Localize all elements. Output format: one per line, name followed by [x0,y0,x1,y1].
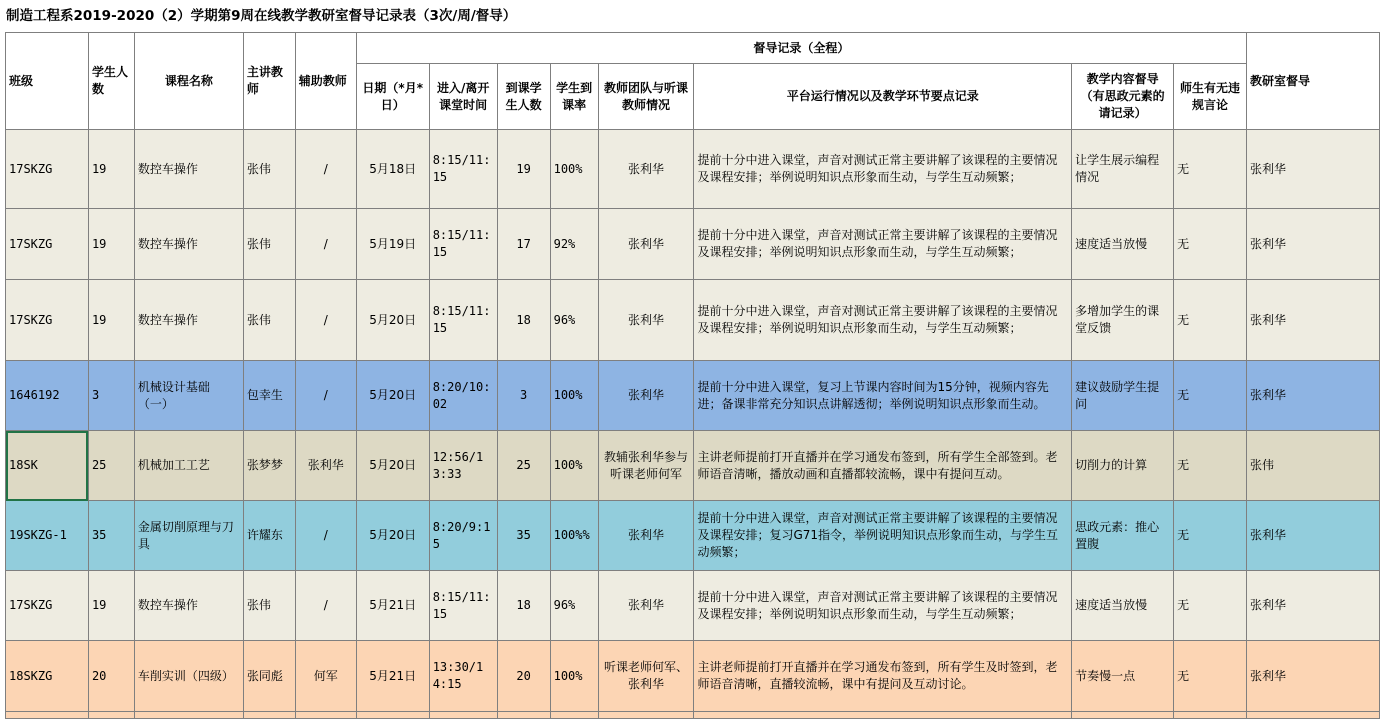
cell-empty[interactable] [497,712,550,719]
cell-record[interactable]: 主讲老师提前打开直播并在学习通发布签到，所有学生全部签到。老师语音清晰，播放动画和直播都较流畅，课中有提问互动。 [694,431,1072,501]
cell-class[interactable]: 19SKZG-1 [6,501,89,571]
cell-record[interactable]: 提前十分中进入课堂，声音对测试正常主要讲解了该课程的主要情况及课程安排；举例说明知识点形象而生动，与学生互动频繁； [694,130,1072,209]
cell-assistant[interactable]: 张利华 [295,431,356,501]
cell-students[interactable]: 3 [88,361,134,431]
cell-time[interactable]: 8:15/11:15 [429,209,497,280]
cell-course[interactable]: 机械加工工艺 [134,431,243,501]
cell-lecturer[interactable]: 包幸生 [243,361,295,431]
cell-class[interactable]: 17SKZG [6,571,89,641]
cell-content[interactable]: 速度适当放慢 [1072,209,1174,280]
table-row[interactable] [6,130,1380,209]
cell-supervisor[interactable]: 张利华 [1247,361,1380,431]
header-students[interactable]: 学生人数 [88,33,134,130]
cell-supervisor[interactable]: 张利华 [1247,641,1380,712]
cell-team[interactable]: 张利华 [598,501,694,571]
cell-class[interactable]: 18SK [6,431,89,501]
cell-assistant[interactable]: / [295,361,356,431]
header-platform[interactable]: 平台运行情况以及教学环节要点记录 [694,64,1072,130]
cell-assistant[interactable]: / [295,130,356,209]
cell-students[interactable]: 19 [88,571,134,641]
cell-class[interactable]: 17SKZG [6,280,89,361]
cell-record[interactable]: 提前十分中进入课堂，声音对测试正常主要讲解了该课程的主要情况及课程安排；举例说明知识点形象而生动，与学生互动频繁； [694,209,1072,280]
cell-supervisor[interactable]: 张利华 [1247,209,1380,280]
cell-team[interactable]: 教辅张利华参与听课老师何军 [598,431,694,501]
cell-assistant[interactable]: / [295,571,356,641]
cell-date[interactable]: 5月19日 [356,209,429,280]
cell-violation[interactable]: 无 [1174,209,1247,280]
cell-content[interactable]: 建议鼓励学生提问 [1072,361,1174,431]
cell-content[interactable]: 节奏慢一点 [1072,641,1174,712]
header-date[interactable]: 日期（*月*日） [356,64,429,130]
cell-lecturer[interactable]: 张梦梦 [243,431,295,501]
cell-lecturer[interactable]: 许耀东 [243,501,295,571]
table-row[interactable] [6,209,1380,280]
cell-empty[interactable] [6,712,89,719]
cell-course[interactable]: 数控车操作 [134,571,243,641]
header-enter-leave[interactable]: 进入/离开课堂时间 [429,64,497,130]
cell-students[interactable]: 35 [88,501,134,571]
cell-violation[interactable]: 无 [1174,501,1247,571]
cell-time[interactable]: 8:20/10:02 [429,361,497,431]
cell-time[interactable]: 8:15/11:15 [429,571,497,641]
cell-date[interactable]: 5月20日 [356,431,429,501]
cell-time[interactable]: 13:30/14:15 [429,641,497,712]
table-row[interactable] [6,431,1380,501]
cell-content[interactable]: 切削力的计算 [1072,431,1174,501]
cell-lecturer[interactable]: 张伟 [243,280,295,361]
cell-students[interactable]: 25 [88,431,134,501]
cell-violation[interactable]: 无 [1174,571,1247,641]
cell-empty[interactable] [598,712,694,719]
cell-team[interactable]: 张利华 [598,361,694,431]
cell-violation[interactable]: 无 [1174,431,1247,501]
cell-students[interactable]: 20 [88,641,134,712]
header-content[interactable]: 教学内容督导（有思政元素的请记录） [1072,64,1174,130]
cell-team[interactable]: 张利华 [598,571,694,641]
cell-empty[interactable] [550,712,598,719]
cell-empty[interactable] [88,712,134,719]
header-lecturer[interactable]: 主讲教师 [243,33,295,130]
cell-content[interactable]: 速度适当放慢 [1072,571,1174,641]
table-row[interactable] [6,501,1380,571]
header-supervision-group[interactable]: 督导记录（全程） [356,33,1246,64]
cell-empty[interactable] [429,712,497,719]
cell-content[interactable]: 多增加学生的课堂反馈 [1072,280,1174,361]
cell-students[interactable]: 19 [88,209,134,280]
cell-rate[interactable]: 100% [550,130,598,209]
cell-lecturer[interactable]: 张伟 [243,209,295,280]
cell-supervisor[interactable]: 张利华 [1247,571,1380,641]
table-row[interactable] [6,280,1380,361]
cell-supervisor[interactable]: 张利华 [1247,501,1380,571]
table-row[interactable] [6,641,1380,712]
cell-class[interactable]: 1646192 [6,361,89,431]
cell-violation[interactable]: 无 [1174,280,1247,361]
cell-rate[interactable]: 100% [550,641,598,712]
cell-course[interactable]: 机械设计基础（一） [134,361,243,431]
cell-attending[interactable]: 18 [497,280,550,361]
cell-supervisor[interactable]: 张利华 [1247,130,1380,209]
cell-assistant[interactable]: 何军 [295,641,356,712]
cell-violation[interactable]: 无 [1174,130,1247,209]
cell-violation[interactable]: 无 [1174,361,1247,431]
cell-record[interactable]: 提前十分中进入课堂，声音对测试正常主要讲解了该课程的主要情况及课程安排；举例说明知识点形象而生动，与学生互动频繁； [694,280,1072,361]
cell-assistant[interactable]: / [295,280,356,361]
cell-class[interactable]: 17SKZG [6,130,89,209]
cell-empty[interactable] [1247,712,1380,719]
cell-students[interactable]: 19 [88,280,134,361]
sheet-title: 制造工程系2019-2020（2）学期第9周在线教学教研室督导记录表（3次/周/督导） [6,8,517,24]
cell-date[interactable]: 5月20日 [356,361,429,431]
cell-class[interactable]: 17SKZG [6,209,89,280]
cell-rate[interactable]: 96% [550,571,598,641]
cell-supervisor[interactable]: 张利华 [1247,280,1380,361]
cell-attending[interactable]: 3 [497,361,550,431]
cell-date[interactable]: 5月21日 [356,571,429,641]
cell-empty[interactable] [243,712,295,719]
cell-lecturer[interactable]: 张伟 [243,571,295,641]
table-row[interactable] [6,571,1380,641]
header-assistant[interactable]: 辅助教师 [295,33,356,130]
cell-team[interactable]: 张利华 [598,209,694,280]
cell-attending[interactable]: 25 [497,431,550,501]
header-attending[interactable]: 到课学生人数 [497,64,550,130]
cell-empty[interactable] [295,712,356,719]
cell-empty[interactable] [1174,712,1247,719]
cell-rate[interactable]: 96% [550,280,598,361]
cell-record[interactable]: 提前十分中进入课堂，声音对测试正常主要讲解了该课程的主要情况及课程安排；复习G71指令，举例说明知识点形象而生动，与学生互动频繁； [694,501,1072,571]
header-team[interactable]: 教师团队与听课教师情况 [598,64,694,130]
cell-date[interactable]: 5月21日 [356,641,429,712]
cell-course[interactable]: 数控车操作 [134,209,243,280]
cell-attending[interactable]: 17 [497,209,550,280]
cell-course[interactable]: 金属切削原理与刀具 [134,501,243,571]
cell-time[interactable]: 8:15/11:15 [429,280,497,361]
header-violation[interactable]: 师生有无违规言论 [1174,64,1247,130]
cell-rate[interactable]: 100% [550,361,598,431]
header-course[interactable]: 课程名称 [134,33,243,130]
cell-team[interactable]: 张利华 [598,280,694,361]
cell-record[interactable]: 提前十分中进入课堂，声音对测试正常主要讲解了该课程的主要情况及课程安排；举例说明知识点形象而生动，与学生互动频繁； [694,571,1072,641]
cell-rate[interactable]: 100%% [550,501,598,571]
cell-content[interactable]: 思政元素：推心置腹 [1072,501,1174,571]
cell-students[interactable]: 19 [88,130,134,209]
cell-attending[interactable]: 18 [497,571,550,641]
cell-empty[interactable] [694,712,1072,719]
cell-team[interactable]: 听课老师何军、张利华 [598,641,694,712]
cell-rate[interactable]: 92% [550,209,598,280]
cell-time[interactable]: 8:15/11:15 [429,130,497,209]
cell-course[interactable]: 数控车操作 [134,130,243,209]
cell-attending[interactable]: 35 [497,501,550,571]
cell-date[interactable]: 5月20日 [356,280,429,361]
cell-content[interactable]: 让学生展示编程情况 [1072,130,1174,209]
cell-record[interactable]: 主讲老师提前打开直播并在学习通发布签到，所有学生及时签到，老师语音清晰，直播较流畅，课中有提问及互动讨论。 [694,641,1072,712]
cell-course[interactable]: 数控车操作 [134,280,243,361]
cell-time[interactable]: 8:20/9:15 [429,501,497,571]
table-row-partial[interactable] [6,712,1380,719]
cell-class[interactable]: 18SKZG [6,641,89,712]
cell-rate[interactable]: 100% [550,431,598,501]
cell-date[interactable]: 5月18日 [356,130,429,209]
cell-attending[interactable]: 19 [497,130,550,209]
cell-date[interactable]: 5月20日 [356,501,429,571]
cell-record[interactable]: 提前十分中进入课堂，复习上节课内容时间为15分钟，视频内容先进；备课非常充分知识点讲解透彻；举例说明知识点形象而生动。 [694,361,1072,431]
cell-lecturer[interactable]: 张同彪 [243,641,295,712]
cell-attending[interactable]: 20 [497,641,550,712]
cell-team[interactable]: 张利华 [598,130,694,209]
cell-empty[interactable] [356,712,429,719]
header-supervisor[interactable]: 教研室督导 [1247,33,1380,130]
cell-assistant[interactable]: / [295,209,356,280]
cell-supervisor[interactable]: 张伟 [1247,431,1380,501]
cell-empty[interactable] [1072,712,1174,719]
cell-violation[interactable]: 无 [1174,641,1247,712]
cell-assistant[interactable]: / [295,501,356,571]
cell-time[interactable]: 12:56/13:33 [429,431,497,501]
table-row[interactable] [6,361,1380,431]
cell-course[interactable]: 车削实训（四级） [134,641,243,712]
header-rate[interactable]: 学生到课率 [550,64,598,130]
cell-lecturer[interactable]: 张伟 [243,130,295,209]
cell-empty[interactable] [134,712,243,719]
header-class[interactable]: 班级 [6,33,89,130]
supervision-table [5,32,1380,719]
